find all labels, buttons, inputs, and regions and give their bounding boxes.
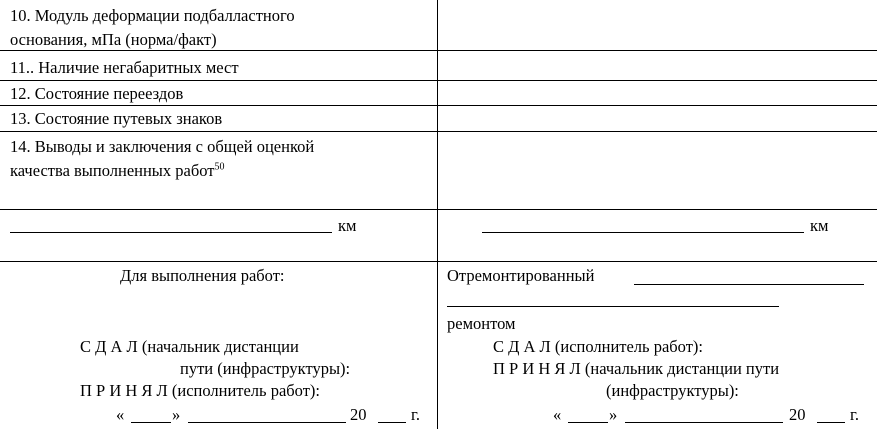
column-divider xyxy=(437,0,438,429)
row-divider xyxy=(0,261,877,262)
row-divider xyxy=(0,80,877,81)
left-sdal-line1: С Д А Л (начальник дистанции xyxy=(80,337,299,356)
right-prinyal-line2: (инфраструктуры): xyxy=(606,381,739,400)
row-divider xyxy=(0,131,877,132)
left-sdal-line2: пути (инфраструктуры): xyxy=(180,359,351,378)
right-heading: Отремонтированный xyxy=(447,266,595,285)
left-km-unit: км xyxy=(338,216,357,235)
right-month-blank xyxy=(625,422,783,423)
right-prinyal-line1: П Р И Н Я Л (начальник дистанции пути xyxy=(493,359,780,378)
row-11-label: 11.. Наличие негабаритных мест xyxy=(10,58,239,77)
right-year-prefix: 20 xyxy=(789,405,806,424)
row-12-label: 12. Состояние переездов xyxy=(10,84,184,103)
right-date-close-quote: » xyxy=(609,405,618,424)
right-day-blank xyxy=(568,422,608,423)
row-13-label: 13. Состояние путевых знаков xyxy=(10,109,223,128)
left-year-blank xyxy=(378,422,406,423)
left-year-suffix: г. xyxy=(411,405,421,424)
right-km-blank-line xyxy=(482,232,804,233)
left-year-prefix: 20 xyxy=(350,405,367,424)
row-14-label-line1: 14. Выводы и заключения с общей оценкой xyxy=(10,137,315,156)
right-year-suffix: г. xyxy=(850,405,860,424)
right-second-blank-line xyxy=(447,306,779,307)
left-heading: Для выполнения работ: xyxy=(120,266,285,285)
row-10-label-line2: основания, мПа (норма/факт) xyxy=(10,30,217,49)
row-divider xyxy=(0,105,877,106)
right-sdal: С Д А Л (исполнитель работ): xyxy=(493,337,703,356)
row-10-label-line1: 10. Модуль деформации подбалластного xyxy=(10,6,295,25)
row-divider xyxy=(0,209,877,210)
right-heading-blank-line xyxy=(634,284,864,285)
row-14-label-text: качества выполненных работ xyxy=(10,161,215,180)
left-date-close-quote: » xyxy=(172,405,181,424)
right-line-end: ремонтом xyxy=(447,314,516,333)
right-km-unit: км xyxy=(810,216,829,235)
left-date-open-quote: « xyxy=(116,405,125,424)
left-prinyal: П Р И Н Я Л (исполнитель работ): xyxy=(80,381,320,400)
footnote-marker: 50 xyxy=(214,161,225,173)
right-date-open-quote: « xyxy=(553,405,562,424)
row-14-label-line2 xyxy=(10,161,224,181)
left-day-blank xyxy=(131,422,171,423)
left-km-blank-line xyxy=(10,232,332,233)
row-divider xyxy=(0,50,877,51)
right-year-blank xyxy=(817,422,845,423)
left-month-blank xyxy=(188,422,346,423)
